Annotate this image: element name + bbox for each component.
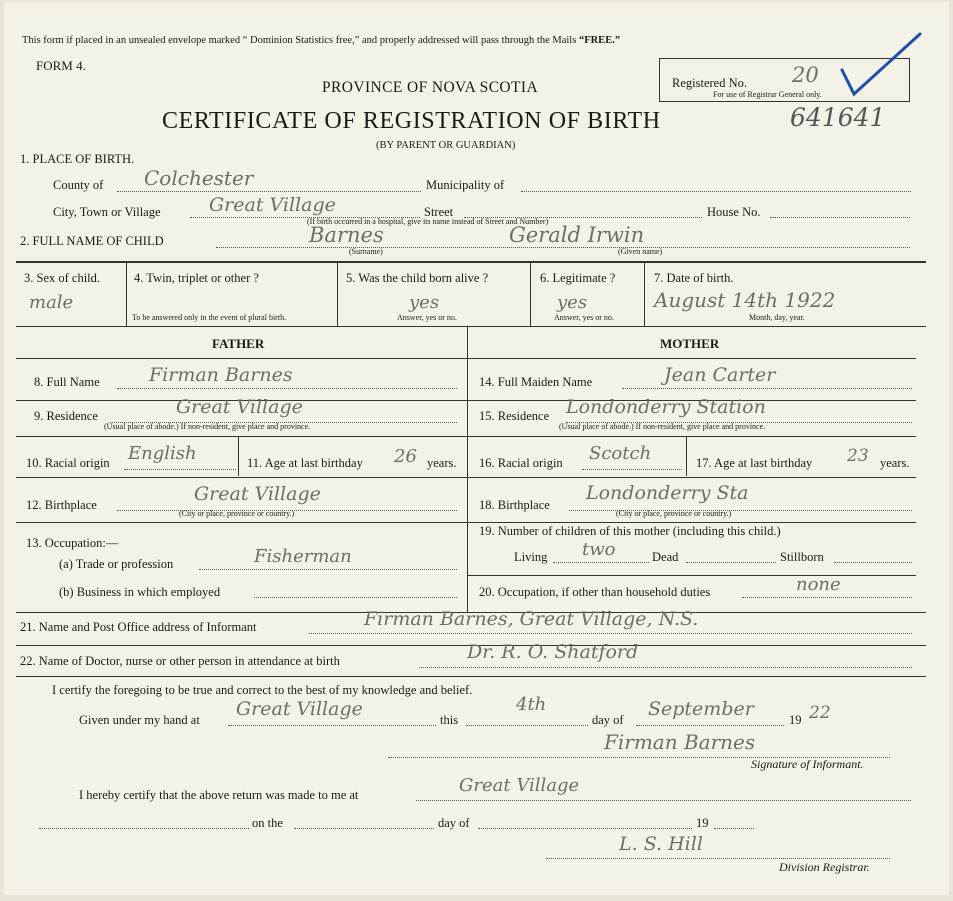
registrar-day-of-label: day of (438, 816, 470, 830)
hospital-note: (If birth occurred in a hospital, give its name instead of Street and Number) (307, 217, 549, 226)
day-of-label: day of (592, 713, 624, 727)
informant-value: Firman Barnes, Great Village, N.S. (364, 608, 699, 630)
father-racial-line (124, 469, 236, 470)
father-years-label: years. (427, 456, 457, 470)
alive-caption: Answer, yes or no. (397, 313, 457, 322)
day-value: 4th (516, 694, 547, 715)
mother-birthplace-label: 18. Birthplace (479, 498, 550, 512)
county-label: County of (53, 178, 104, 192)
mother-occupation-value: none (796, 574, 841, 595)
registrar-day-line (294, 828, 434, 829)
dob-value: August 14th 1922 (654, 288, 836, 312)
stillborn-line (834, 562, 912, 563)
given-place-value: Great Village (236, 698, 363, 720)
registrar-signature: L. S. Hill (619, 833, 703, 855)
month-value: September (648, 698, 754, 720)
year-prefix: 19 (789, 713, 802, 727)
trade-value: Fisherman (254, 546, 352, 567)
day-line (466, 725, 588, 726)
father-birthplace-note: (City or place, province or country.) (179, 509, 295, 518)
check-mark-icon (834, 28, 924, 103)
father-residence-label: 9. Residence (34, 409, 98, 423)
mother-racial-value: Scotch (589, 443, 652, 464)
on-the-label: on the (252, 816, 283, 830)
living-label: Living (514, 550, 548, 564)
divider (686, 436, 687, 476)
city-value: Great Village (209, 194, 336, 216)
county-value: Colchester (144, 166, 254, 190)
divider (16, 261, 926, 263)
doctor-label: 22. Name of Doctor, nurse or other person in attendance at birth (20, 654, 340, 668)
registrar-year-prefix: 19 (696, 816, 709, 830)
father-heading: FATHER (212, 336, 265, 351)
business-line (254, 597, 457, 598)
informant-label: 21. Name and Post Office address of Informant (20, 620, 257, 634)
divider (16, 326, 926, 327)
mail-notice-text: This form if placed in an unsealed envelope marked “ Dominion Statistics free,” and properly addressed will pass through the Mails (22, 35, 579, 46)
father-birthplace-value: Great Village (194, 483, 321, 505)
mother-birthplace-value: Londonderry Sta (586, 482, 749, 504)
divider (468, 522, 916, 523)
father-age-label: 11. Age at last birthday (247, 456, 363, 470)
divider (126, 263, 127, 326)
divider (337, 263, 338, 326)
certify-statement: I certify the foregoing to be true and correct to the best of my knowledge and belief. (52, 683, 473, 697)
place-of-birth-label: 1. PLACE OF BIRTH. (20, 152, 135, 166)
divider (468, 575, 916, 576)
county-line (117, 191, 421, 192)
legitimate-caption: Answer, yes or no. (554, 313, 614, 322)
divider (530, 263, 531, 326)
registered-no-value: 20 (792, 63, 819, 87)
mother-heading: MOTHER (660, 336, 720, 351)
mother-racial-line (582, 469, 682, 470)
informant-line (309, 633, 912, 634)
occupation-label: 13. Occupation:— (26, 536, 119, 550)
certificate-subtitle: (BY PARENT OR GUARDIAN) (376, 140, 516, 151)
given-name-caption: (Given name) (618, 247, 663, 256)
stillborn-label: Stillborn (780, 550, 824, 564)
alive-label: 5. Was the child born alive ? (346, 271, 489, 285)
this-label: this (440, 713, 459, 727)
registered-no-label: Registered No. (672, 76, 747, 90)
signature-caption: Signature of Informant. (751, 757, 864, 771)
divider (468, 358, 916, 359)
registrar-place-line (416, 800, 911, 801)
street-label: Street (424, 205, 454, 219)
registrar-month-line (478, 828, 692, 829)
child-name-line (216, 247, 910, 248)
registrar-year-line (714, 828, 754, 829)
sex-value: male (29, 292, 74, 313)
mother-occupation-label: 20. Occupation, if other than household duties (479, 585, 711, 599)
child-surname: Barnes (309, 223, 384, 247)
registrar-note: For use of Registrar General only. (713, 90, 822, 99)
divider (16, 522, 468, 523)
informant-signature: Firman Barnes (604, 730, 756, 754)
registrar-statement: I hereby certify that the above return was made to me at (79, 788, 359, 802)
doctor-line (419, 667, 912, 668)
mother-residence-note: (Usual place of abode.) If non-resident, give place and province. (559, 422, 766, 431)
divider (644, 263, 645, 326)
divider (16, 358, 468, 359)
father-name-value: Firman Barnes (149, 364, 293, 386)
divider (468, 436, 916, 437)
divider (16, 477, 468, 478)
province-heading: PROVINCE OF NOVA SCOTIA (322, 79, 539, 96)
house-line (770, 217, 910, 218)
registrar-signature-line (546, 858, 890, 859)
divider (16, 436, 468, 437)
city-label: City, Town or Village (53, 205, 161, 219)
children-label: 19. Number of children of this mother (including this child.) (479, 524, 781, 538)
mother-years-label: years. (880, 456, 910, 470)
divider (467, 326, 468, 612)
mother-name-label: 14. Full Maiden Name (479, 375, 593, 389)
mother-racial-label: 16. Racial origin (479, 456, 563, 470)
mail-notice (22, 36, 620, 47)
house-label: House No. (707, 205, 761, 219)
municipality-line (521, 191, 911, 192)
sex-label: 3. Sex of child. (24, 271, 101, 285)
father-residence-note: (Usual place of abode.) If non-resident, give place and province. (104, 422, 311, 431)
dead-label: Dead (652, 550, 679, 564)
mother-residence-label: 15. Residence (479, 409, 550, 423)
month-line (636, 725, 784, 726)
dead-line (686, 562, 776, 563)
child-name-label: 2. FULL NAME OF CHILD (20, 234, 164, 248)
father-birthplace-label: 12. Birthplace (26, 498, 97, 512)
twin-note: To be answered only in the event of plural birth. (132, 313, 287, 322)
mother-occupation-line (742, 597, 912, 598)
mail-notice-free: “FREE.” (578, 35, 621, 46)
father-name-label: 8. Full Name (34, 375, 100, 389)
father-racial-label: 10. Racial origin (26, 456, 110, 470)
mother-name-line (622, 388, 912, 389)
business-label: (b) Business in which employed (59, 585, 221, 599)
registrar-date-line (39, 828, 249, 829)
mother-name-value: Jean Carter (664, 364, 776, 386)
father-residence-value: Great Village (176, 396, 303, 418)
doctor-value: Dr. R. O. Shatford (467, 641, 639, 663)
child-given-name: Gerald Irwin (509, 223, 645, 247)
surname-caption: (Surname) (349, 247, 383, 256)
alive-value: yes (409, 292, 440, 313)
living-line (553, 562, 649, 563)
mother-residence-value: Londonderry Station (566, 396, 766, 418)
mother-birthplace-note: (City or place, province or country.) (616, 509, 732, 518)
dob-caption: Month, day, year. (749, 313, 805, 322)
dob-label: 7. Date of birth. (654, 271, 734, 285)
registrar-caption: Division Registrar. (779, 860, 870, 874)
divider (16, 676, 926, 677)
trade-label: (a) Trade or profession (59, 557, 174, 571)
year-value: 22 (809, 703, 831, 723)
father-racial-value: English (128, 443, 197, 464)
certificate-title: CERTIFICATE OF REGISTRATION OF BIRTH (162, 108, 661, 134)
legitimate-label: 6. Legitimate ? (540, 271, 616, 285)
form-number: FORM 4. (36, 58, 86, 73)
divider (468, 477, 916, 478)
twin-label: 4. Twin, triplet or other ? (134, 271, 259, 285)
mother-age-label: 17. Age at last birthday (696, 456, 813, 470)
father-age-value: 26 (394, 446, 417, 467)
registrar-place-value: Great Village (459, 775, 580, 796)
living-value: two (582, 539, 616, 560)
divider (238, 436, 239, 476)
legitimate-value: yes (557, 292, 588, 313)
given-label: Given under my hand at (79, 713, 200, 727)
father-name-line (117, 388, 457, 389)
file-number: 641641 (790, 103, 886, 132)
given-place-line (228, 725, 436, 726)
birth-certificate (4, 2, 949, 895)
mother-age-value: 23 (847, 446, 869, 466)
trade-line (199, 569, 457, 570)
municipality-label: Municipality of (426, 178, 505, 192)
